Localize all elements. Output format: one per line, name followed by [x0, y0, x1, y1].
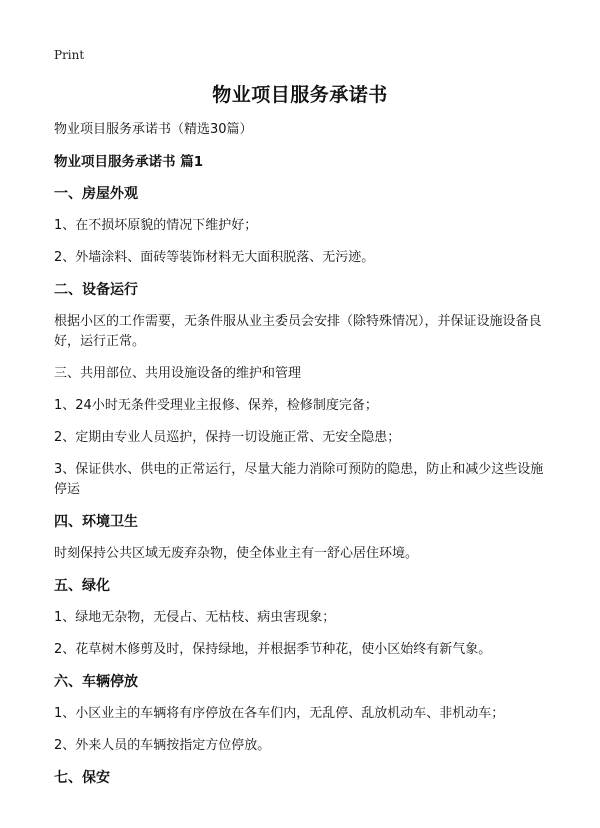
- heading-equipment-operation: 二、设备运行: [54, 282, 138, 298]
- list-item: 2、花草树木修剪及时，保持绿地，并根据季节种花，使小区始终有新气象。: [54, 642, 492, 657]
- list-item: 3、保证供水、供电的正常运行，尽量大能力消除可预防的隐患，防止和减少这些设施停运: [54, 462, 544, 497]
- heading-greening: 五、绿化: [54, 578, 110, 594]
- document-title: 物业项目服务承诺书: [212, 84, 388, 106]
- paragraph-intro: 物业项目服务承诺书（精选30篇）: [54, 122, 253, 137]
- list-item: 2、外来人员的车辆按指定方位停放。: [54, 738, 271, 753]
- heading-house-appearance: 一、房屋外观: [54, 186, 138, 202]
- list-item: 1、24小时无条件受理业主报修、保养，检修制度完备；: [54, 398, 378, 413]
- print-label[interactable]: Print: [54, 48, 85, 62]
- heading-sanitation: 四、环境卫生: [54, 514, 138, 530]
- heading-shared-facilities: 三、共用部位、共用设施设备的维护和管理: [54, 366, 302, 381]
- list-item: 1、小区业主的车辆将有序停放在各车们内，无乱停、乱放机动车、非机动车；: [54, 706, 505, 721]
- heading-vehicle-parking: 六、车辆停放: [54, 674, 138, 690]
- section-heading-article-1: 物业项目服务承诺书 篇1: [54, 154, 204, 170]
- heading-security: 七、保安: [54, 770, 110, 786]
- paragraph: 根据小区的工作需要，无条件服从业主委员会安排（除特殊情况），并保证设施设备良好，运行正常。: [54, 314, 542, 349]
- document-body: [54, 120, 548, 800]
- list-item: 2、定期由专业人员巡护，保持一切设施正常、无安全隐患；: [54, 430, 401, 445]
- list-item: 1、在不损坏原貌的情况下维护好；: [54, 218, 258, 233]
- list-item: 1、绿地无杂物，无侵占、无枯枝、病虫害现象；: [54, 610, 336, 625]
- list-item: 2、外墙涂料、面砖等装饰材料无大面积脱落、无污迹。: [54, 250, 375, 265]
- paragraph: 时刻保持公共区域无废弃杂物，使全体业主有一舒心居住环境。: [54, 546, 419, 561]
